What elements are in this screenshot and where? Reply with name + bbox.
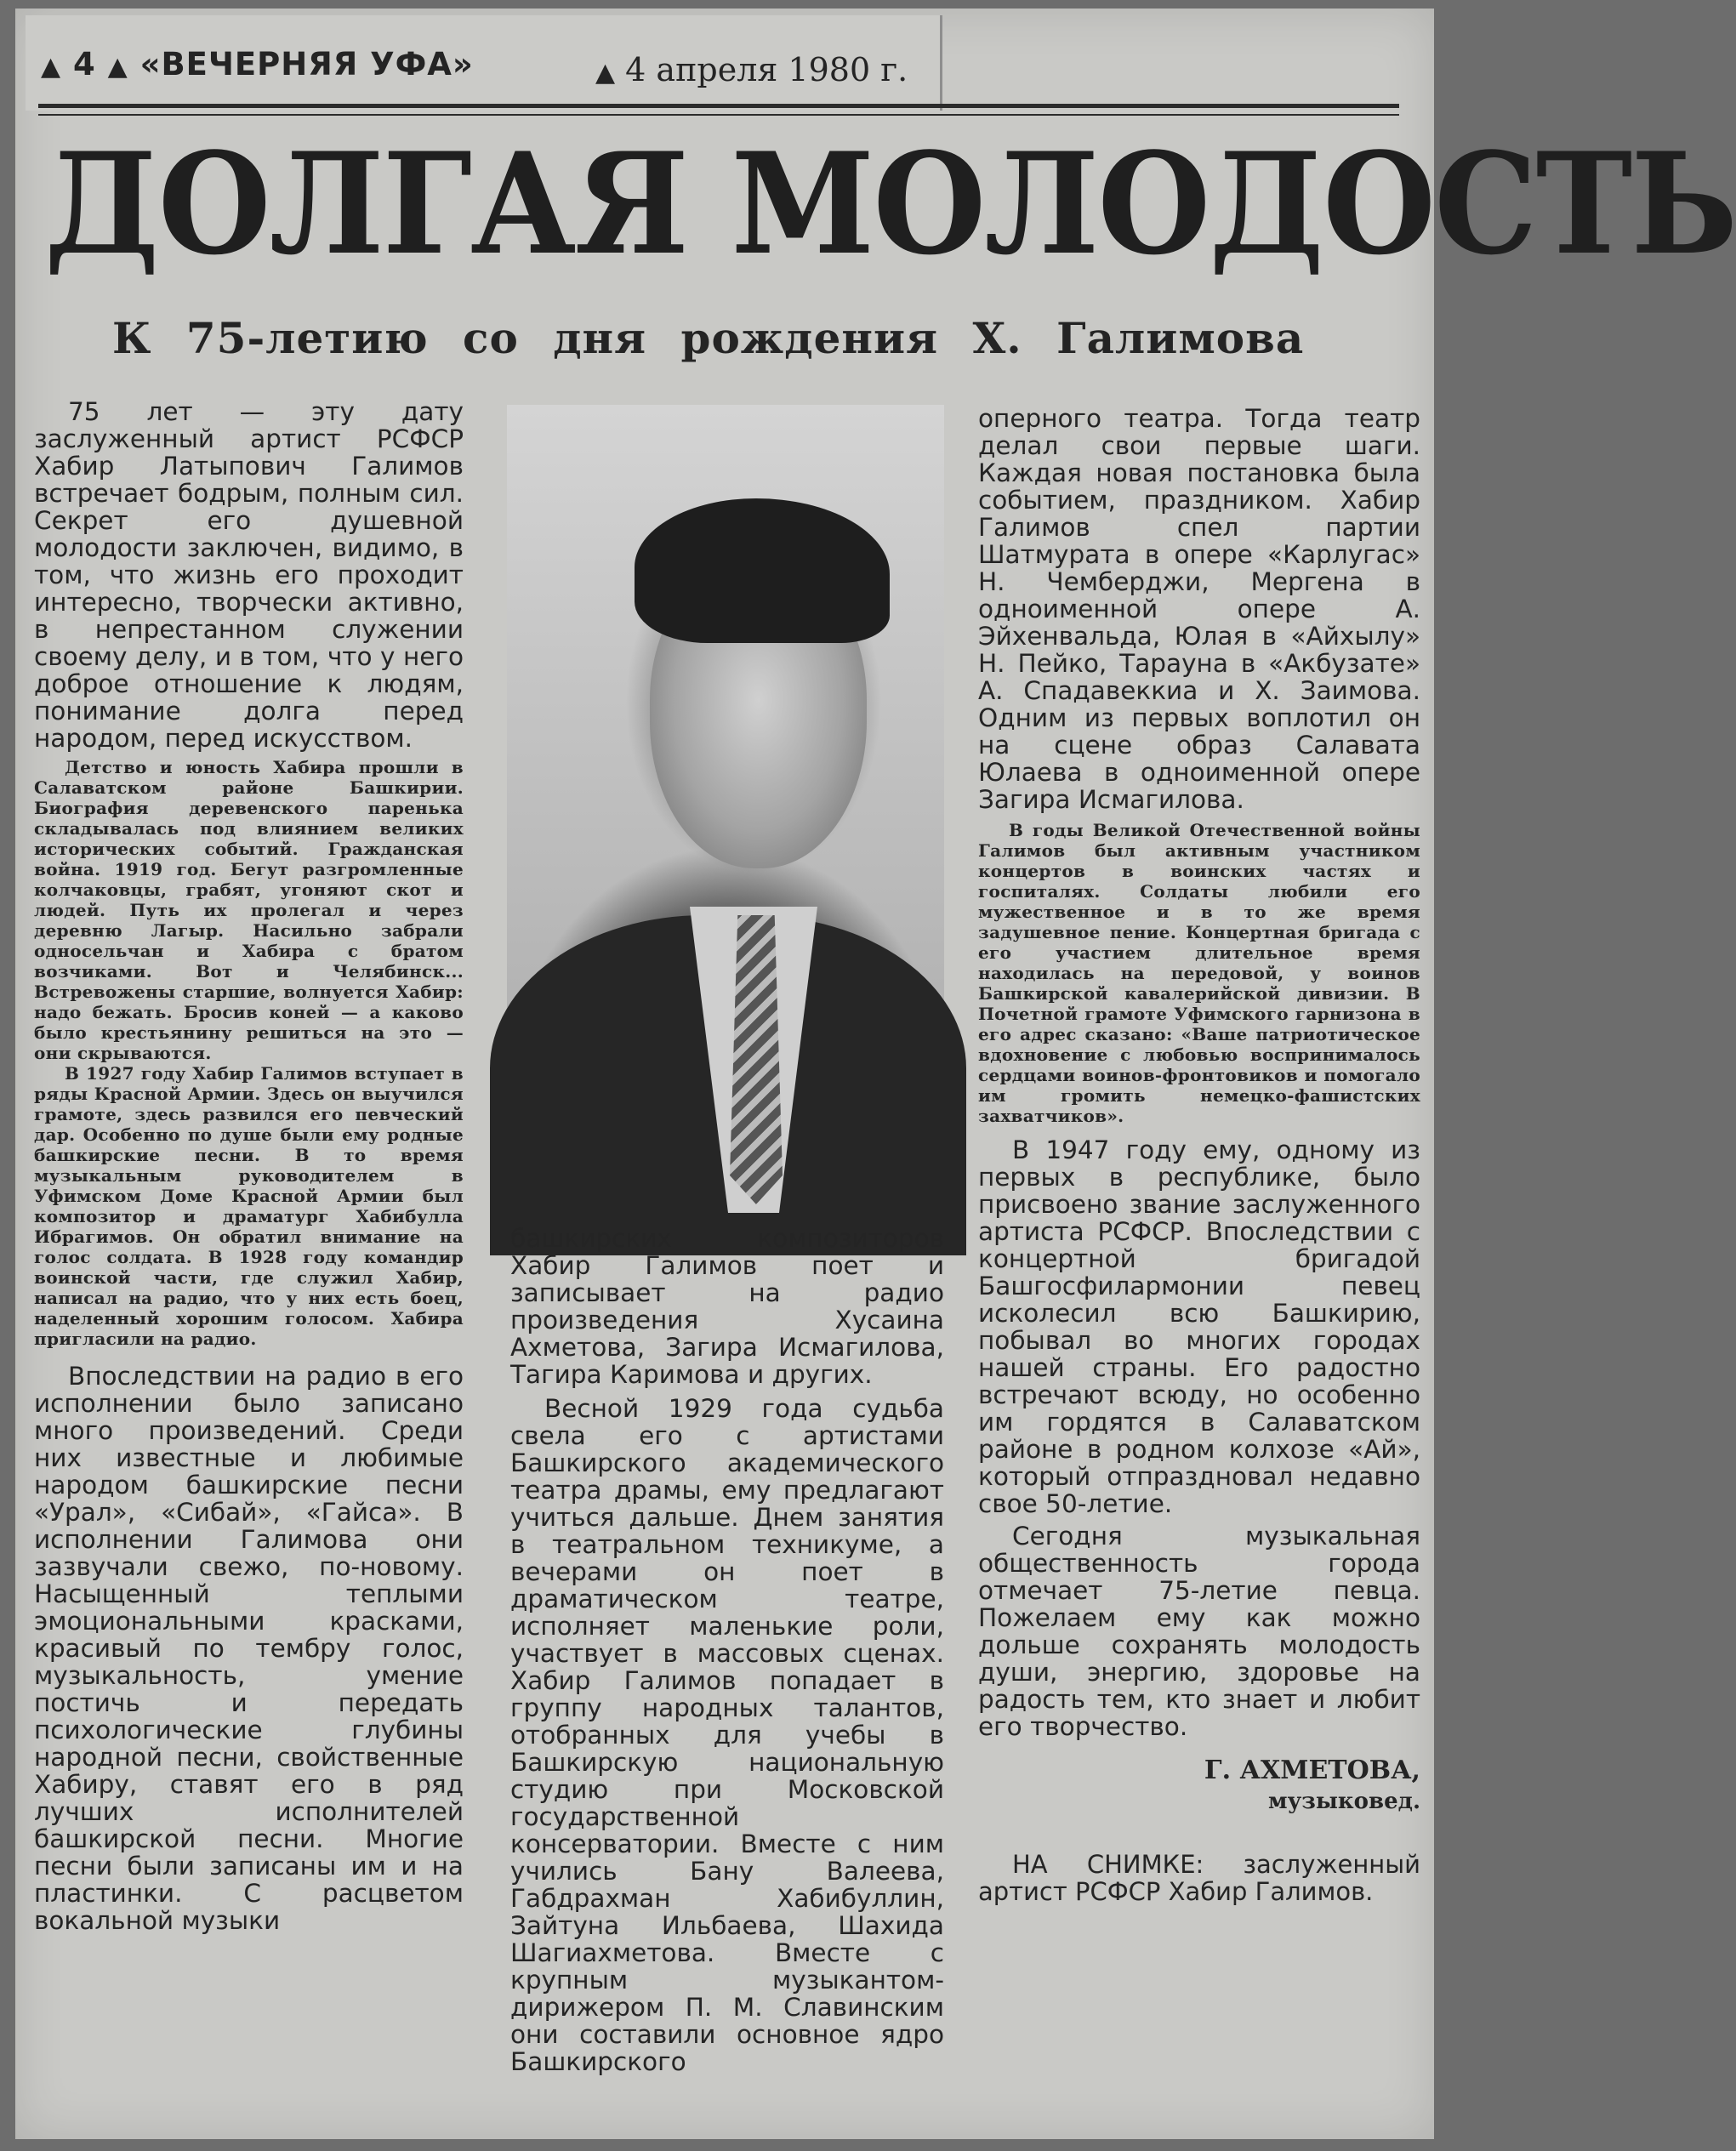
subheadline: К 75-летию со дня рождения Х. Галимова xyxy=(112,313,1305,363)
header-rule-thin xyxy=(38,114,1399,116)
headline: ДОЛГАЯ МОЛОДОСТЬ xyxy=(44,122,1736,286)
column-2 xyxy=(510,1225,944,2075)
issue-date-line xyxy=(595,51,908,88)
composers-text: башкирских композиторов Хабир Галимов поет и записывает на радио произведения Хусаина Ахметова, Загира Исмагилова, Тагира Каримова и других. xyxy=(510,1224,944,1389)
composers-paragraph xyxy=(510,1225,944,2075)
opera-paragraph xyxy=(978,405,1420,813)
war-text: В годы Великой Отечественной войны Галимов был активным участником концертов в воинских частях и госпиталях. Солдаты любили его мужественное и в то же время задушевное пение. Концертная бригада с его участием длительное время находилась на передовой, у воинов Башкирской кавалерийской дивизии. В Почетной грамоте Уфимского гарнизона в его адрес сказано: «Ваше патриотическое вдохновение с любовью воспринималось сердцами воинов-фронтовиков и помогало им громить немецко-фашистских захватчиков». xyxy=(978,820,1420,1126)
honors-paragraph xyxy=(978,1136,1420,1740)
header-rule xyxy=(38,104,1399,108)
triangle-icon: ▲ xyxy=(107,52,128,82)
portrait-photo xyxy=(507,405,944,1200)
wishes-text: Сегодня музыкальная общественность города отмечает 75-летие певца. Пожелаем ему как можно дольше сохранять молодость души, энергию, здоровье на радость тем, кто знает и любит его творчество. xyxy=(978,1522,1420,1741)
radio-paragraph xyxy=(34,1363,464,1934)
photo-tie xyxy=(730,915,783,1204)
triangle-icon: ▲ xyxy=(595,58,616,88)
war-paragraph xyxy=(978,820,1420,1126)
opera-text: оперного театра. Тогда театр делал свои первые шаги. Каждая новая постановка была событием, праздником. Хабир Галимов спел партии Шатмурата в опере «Карлугас» Н. Чемберджи, Мергена в одноименной опере А. Эйхенвальда, Юлая в «Айхылу» Н. Пейко, Тарауна в «Акбузате» А. Спадавеккиа и Х. Заимова. Одним из первых воплотил он на сцене образ Салавата Юлаева в одноименной опере Загира Исмагилова. xyxy=(978,404,1420,814)
intro-text: 75 лет — эту дату заслуженный артист РСФСР Хабир Латыпович Галимов встречает бодрым, полным сил. Секрет его душевной молодости заключен, видимо, в том, что жизнь его проходит интересно, творчески активно, в непрестанном служении своему делу, и в том, что у него доброе отношение к людям, понимание долга перед народом, перед искусством. xyxy=(34,397,464,753)
column-1 xyxy=(34,398,464,1934)
author-name: Г. АХМЕТОВА, xyxy=(1204,1756,1420,1785)
honors-text: В 1947 году ему, одному из первых в республике, было присвоено звание заслуженного артиста РСФСР. Впоследствии с концертной бригадой Башгосфилармонии певец исколесил всю Башкирию, побывал во многих городах нашей страны. Его радостно встречают всюду, но особенно им гордятся в Салаватском районе в родном колхозе «Ай», который отпраздновал недавно свое 50-летие. xyxy=(978,1135,1420,1518)
author-signature xyxy=(978,1756,1420,1817)
triangle-icon: ▲ xyxy=(41,52,62,82)
caption-text: НА СНИМКЕ: заслуженный артист РСФСР Хабир Галимов. xyxy=(978,1850,1420,1906)
intro-paragraph xyxy=(34,398,464,752)
army-text: В 1927 году Хабир Галимов вступает в ряды Красной Армии. Здесь он выучился грамоте, здесь развился его певческий дар. Особенно по душе были ему родные башкирские песни. В то время музыкальным руководителем в Уфимском Доме Красной Армии был композитор и драматург Хабибулла Ибрагимов. Он обратил внимание на голос солдата. В 1928 году командир воинской части, где служил Хабир, написал на радио, что у них есть боец, наделенный хорошим голосом. Хабира пригласили на радио. xyxy=(34,1063,464,1349)
column-3 xyxy=(978,405,1420,1905)
childhood-paragraph xyxy=(34,757,464,1349)
newspaper-name: «ВЕЧЕРНЯЯ УФА» xyxy=(139,46,474,83)
page-folio xyxy=(41,46,474,83)
childhood-text: Детство и юность Хабира прошли в Салаватском районе Башкирии. Биография деревенского паренька складывалась под влиянием великих исторических событий. Гражданская война. 1919 год. Бегут разгромленные колчаковцы, грабят, угоняют скот и людей. Путь их пролегал и через деревню Лагыр. Насильно забрали односельчан и Хабира с братом возчиками. Вот и Челябинск... Встревожены старшие, волнуется Хабир: надо бежать. Бросив коней — а каково было крестьянину решиться на это — они скрываются. xyxy=(34,757,464,1063)
issue-date: 4 апреля 1980 г. xyxy=(625,51,908,88)
photo-caption xyxy=(978,1851,1420,1905)
theatre-text: Весной 1929 года судьба свела его с артистами Башкирского академического театра драмы, ему предлагают учиться дальше. Днем занятия в театральном техникуме, а вечерами он поет в драматическом театре, исполняет маленькие роли, участвует в массовых сценах. Хабир Галимов попадает в группу народных талантов, отобранных для учебы в Башкирскую национальную студию при Московской государственной консерватории. Вместе с ним учились Бану Валеева, Габдрахман Хабибуллин, Зайтуна Ильбаева, Шахида Шагиахметова. Вместе с крупным музыкантом-дирижером П. М. Славинским они составили основное ядро Башкирского xyxy=(510,1394,944,2076)
radio-text: Впоследствии на радио в его исполнении было записано много произведений. Среди них известные и любимые народом башкирские песни «Урал», «Сибай», «Гайса». В исполнении Галимова они зазвучали свежо, по-новому. Насыщенный теплыми эмоциональными красками, красивый по тембру голос, музыкальность, умение постичь и передать психологические глубины народной песни, свойственные Хабиру, ставят его в ряд лучших исполнителей башкирской песни. Многие песни были записаны им и на пластинки. С расцветом вокальной музыки xyxy=(34,1362,464,1935)
author-role: музыковед. xyxy=(1268,1789,1420,1814)
page-number: 4 xyxy=(72,46,96,83)
photo-hair xyxy=(635,498,890,643)
